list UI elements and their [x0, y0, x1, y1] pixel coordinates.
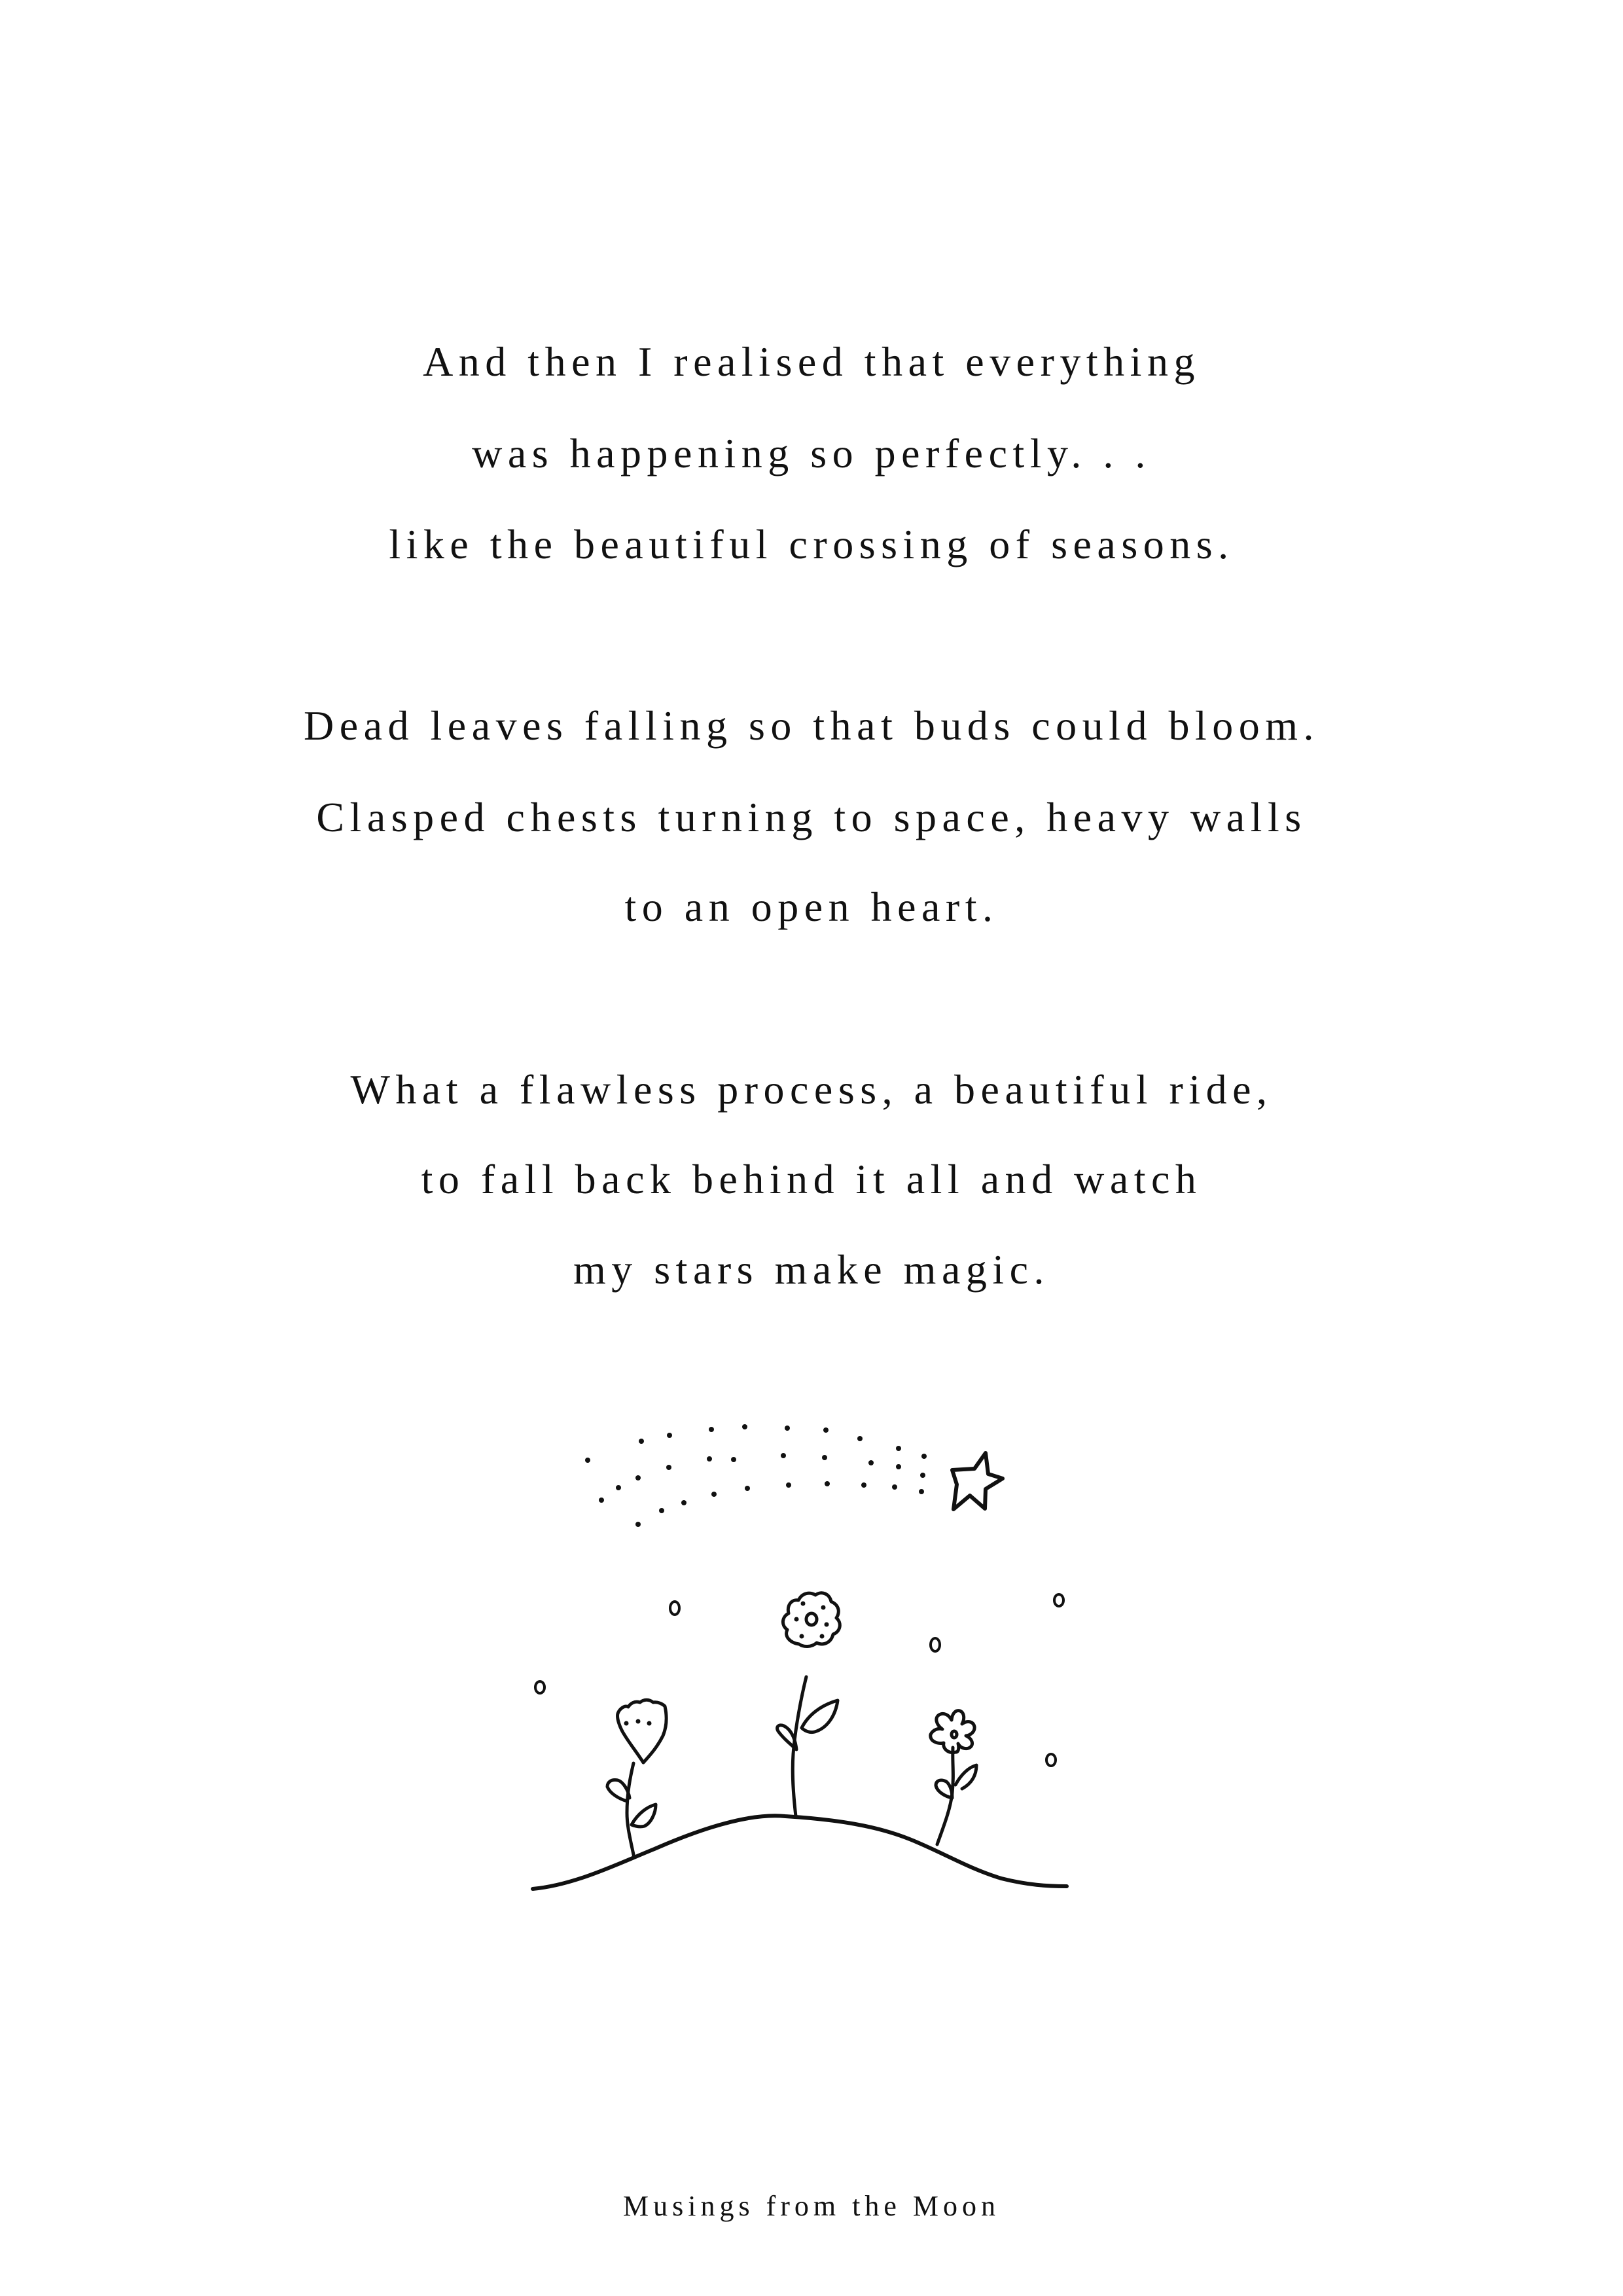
shooting-star-trail-icon	[585, 1424, 927, 1527]
floating-seeds-icon	[535, 1594, 1063, 1766]
poem-line: Clasped chests turning to space, heavy walls	[316, 794, 1307, 840]
center-flower-icon	[777, 1593, 840, 1816]
poem-line: Dead leaves falling so that buds could bloom.	[303, 702, 1320, 749]
poem-line: my stars make magic.	[573, 1246, 1050, 1293]
signature: Musings from the Moon	[623, 2190, 1000, 2222]
star-icon	[952, 1453, 1003, 1509]
poem-line: was happening so perfectly. . .	[472, 430, 1151, 476]
poem-line: like the beautiful crossing of seasons.	[389, 521, 1234, 567]
hill-icon	[533, 1816, 1067, 1889]
poem-line: What a flawless process, a beautiful ride,	[350, 1066, 1273, 1113]
right-flower-icon	[931, 1711, 976, 1844]
poem-line: to an open heart.	[624, 884, 999, 930]
poem-line: to fall back behind it all and watch	[421, 1156, 1202, 1202]
tulip-icon	[607, 1700, 666, 1857]
poem-line: And then I realised that everything	[423, 338, 1200, 385]
